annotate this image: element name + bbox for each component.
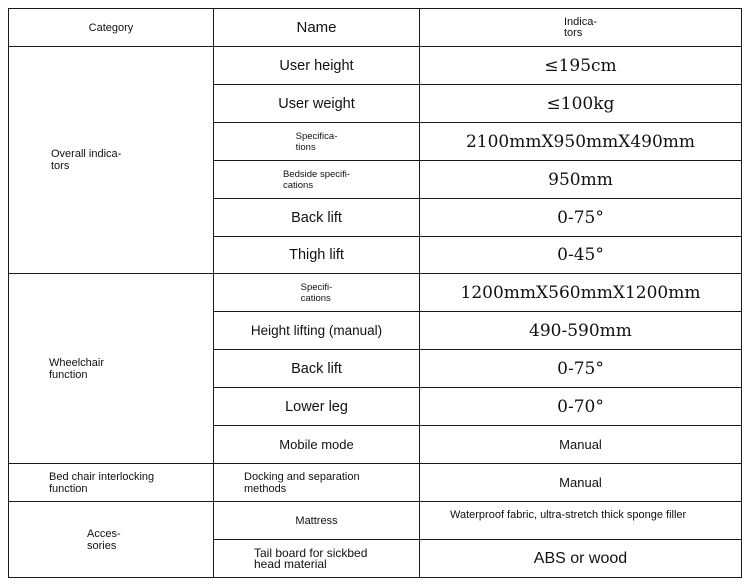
row-name-cell xyxy=(214,47,420,85)
row-name-cell xyxy=(214,85,420,123)
row-value: 950mm xyxy=(548,169,613,190)
row-value-cell xyxy=(420,464,742,502)
row-name: Back lift xyxy=(291,360,342,377)
header-indicators-cell xyxy=(420,9,742,47)
row-value-cell xyxy=(420,85,742,123)
row-name: User weight xyxy=(278,95,355,112)
row-value-cell xyxy=(420,312,742,350)
row-value-cell xyxy=(420,502,742,540)
row-value-cell xyxy=(420,274,742,312)
header-category-cell xyxy=(9,9,214,47)
row-name-cell xyxy=(214,274,420,312)
table-row xyxy=(9,47,742,85)
table-row xyxy=(9,502,742,540)
row-value: 0-45° xyxy=(557,245,604,265)
row-value-cell xyxy=(420,161,742,199)
group-accessories: Acces- sories xyxy=(87,527,121,552)
row-name-cell xyxy=(214,426,420,464)
row-name: Mattress xyxy=(295,514,338,527)
row-name: Tail board for sickbed head material xyxy=(254,545,368,571)
row-value-cell xyxy=(420,237,742,274)
row-value-cell xyxy=(420,388,742,426)
row-name: User height xyxy=(279,57,354,74)
group-wheelchair: Wheelchair function xyxy=(49,356,105,381)
group-overall-cell xyxy=(9,47,214,274)
row-name-cell xyxy=(214,312,420,350)
row-value-cell xyxy=(420,199,742,237)
group-overall: Overall indica- tors xyxy=(51,148,122,172)
table-row xyxy=(9,274,742,312)
row-name-cell xyxy=(214,540,420,578)
header-name: Name xyxy=(296,19,337,36)
row-name-cell xyxy=(214,123,420,161)
row-value-cell xyxy=(420,47,742,85)
row-name-cell xyxy=(214,161,420,199)
row-value: 1200mmX560mmX1200mm xyxy=(460,282,701,303)
row-value-cell xyxy=(420,123,742,161)
row-name: Height lifting (manual) xyxy=(250,323,383,338)
row-name: Lower leg xyxy=(285,398,348,415)
group-wheelchair-cell xyxy=(9,274,214,464)
row-name-cell xyxy=(214,388,420,426)
row-name: Docking and separation methods xyxy=(244,470,360,495)
row-name-cell xyxy=(214,237,420,274)
row-value-cell xyxy=(420,350,742,388)
table-header-row xyxy=(9,9,742,47)
row-name: Bedside specifi- cations xyxy=(282,168,351,191)
header-category: Category xyxy=(88,21,134,34)
row-value-cell xyxy=(420,426,742,464)
specification-table xyxy=(8,8,742,578)
row-name-cell xyxy=(214,502,420,540)
row-name-cell xyxy=(214,350,420,388)
faded-text-line xyxy=(420,524,741,532)
group-accessories-cell xyxy=(9,502,214,578)
row-value: 490-590mm xyxy=(529,320,632,341)
header-indicators: Indica- tors xyxy=(563,15,598,39)
row-name: Mobile mode xyxy=(279,437,354,452)
row-value: Manual xyxy=(559,475,602,490)
row-value: 0-70° xyxy=(557,396,604,417)
row-value: ≤100kg xyxy=(546,93,615,114)
row-value: Waterproof fabric, ultra-stretch thick sponge filler xyxy=(450,509,687,521)
row-value: ABS or wood xyxy=(533,549,628,567)
row-value: 2100mmX950mmX490mm xyxy=(465,131,696,152)
row-value: Manual xyxy=(559,437,602,452)
row-value: 0-75° xyxy=(557,207,604,228)
row-name-cell xyxy=(214,199,420,237)
row-value-cell xyxy=(420,540,742,578)
header-name-cell xyxy=(214,9,420,47)
row-value: 0-75° xyxy=(557,358,604,379)
row-name: Specifica- tions xyxy=(295,130,338,153)
row-name: Specifi- cations xyxy=(300,281,333,304)
row-value: ≤195cm xyxy=(544,55,617,76)
table-row xyxy=(9,464,742,502)
row-name: Back lift xyxy=(291,209,342,226)
group-interlocking-cell xyxy=(9,464,214,502)
group-interlocking: Bed chair interlocking function xyxy=(49,470,155,495)
row-name: Thigh lift xyxy=(289,247,344,263)
row-name-cell xyxy=(214,464,420,502)
